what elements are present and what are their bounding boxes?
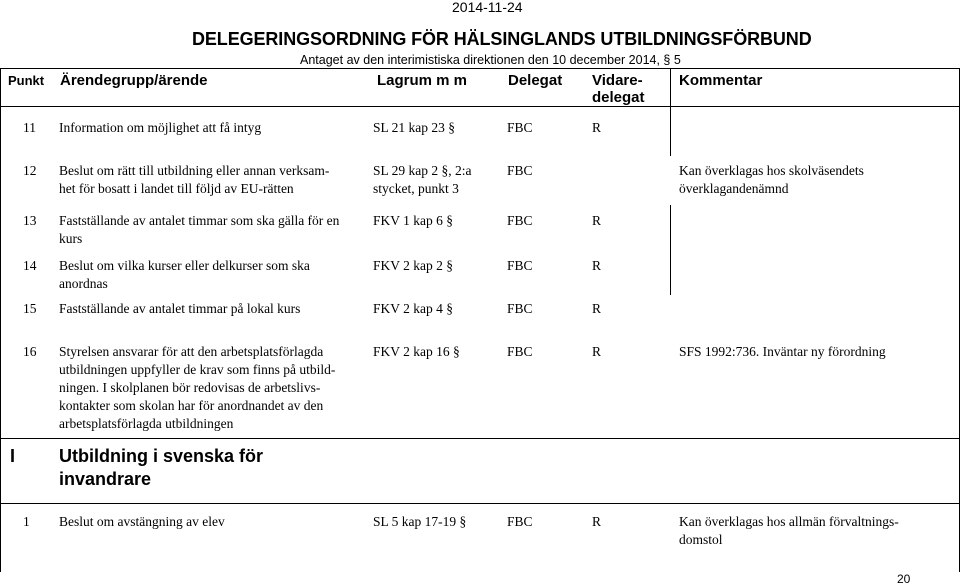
row-vidaredelegat: R bbox=[592, 344, 602, 359]
row-text: arbetsplatsförlagda utbildningen bbox=[59, 416, 234, 431]
comment-column-border-lower bbox=[670, 205, 671, 295]
row-lagrum: FKV 2 kap 16 § bbox=[373, 344, 460, 359]
row-text: Fastställande av antalet timmar som ska gälla för en bbox=[59, 213, 340, 228]
table-top-border bbox=[0, 68, 960, 69]
section-title: invandrare bbox=[59, 469, 152, 489]
row-comment: SFS 1992:736. Inväntar ny förordning bbox=[679, 344, 886, 359]
row-text: Fastställande av antalet timmar på lokal kurs bbox=[59, 301, 301, 316]
row-lagrum: SL 29 kap 2 §, 2:a bbox=[373, 163, 472, 178]
row-number: 16 bbox=[23, 344, 37, 359]
row-number: 15 bbox=[23, 301, 37, 316]
section-title: Utbildning i svenska för bbox=[59, 446, 264, 466]
row-delegat: FBC bbox=[507, 163, 533, 178]
document-date: 2014-11-24 bbox=[452, 0, 523, 15]
row-lagrum: FKV 2 kap 2 § bbox=[373, 258, 454, 273]
row-comment: överklagandenämnd bbox=[679, 181, 789, 196]
column-header-vidaredelegat-line2: delegat bbox=[592, 89, 645, 106]
row-text: anordnas bbox=[59, 276, 108, 291]
table-left-border bbox=[0, 68, 1, 572]
document-title: DELEGERINGSORDNING FÖR HÄLSINGLANDS UTBILDNINGSFÖRBUND bbox=[192, 29, 812, 49]
row-text: ningen. I skolplanen bör redovisas de arbetslivs- bbox=[59, 380, 321, 395]
column-header-kommentar: Kommentar bbox=[679, 72, 763, 89]
row-text: Beslut om rätt till utbildning eller annan verksam- bbox=[59, 163, 330, 178]
row-comment: Kan överklagas hos allmän förvaltnings- bbox=[679, 514, 899, 529]
row-number: 11 bbox=[23, 120, 36, 135]
row-text: Beslut om vilka kurser eller delkurser som ska bbox=[59, 258, 310, 273]
row-text: kurs bbox=[59, 231, 83, 246]
row-lagrum: FKV 1 kap 6 § bbox=[373, 213, 454, 228]
row-text: Information om möjlighet att få intyg bbox=[59, 120, 262, 135]
row-number: 14 bbox=[23, 258, 37, 273]
column-header-punkt: Punkt bbox=[8, 73, 45, 88]
column-header-arende: Ärendegrupp/ärende bbox=[60, 72, 208, 89]
row-vidaredelegat: R bbox=[592, 120, 602, 135]
section-row-top-border bbox=[0, 438, 960, 439]
section-row-bottom-border bbox=[0, 503, 960, 504]
row-delegat: FBC bbox=[507, 213, 533, 228]
row-vidaredelegat: R bbox=[592, 301, 602, 316]
row-number: 12 bbox=[23, 163, 37, 178]
row-delegat: FBC bbox=[507, 301, 533, 316]
row-text: utbildningen uppfyller de krav som finns på utbild- bbox=[59, 362, 336, 377]
row-delegat: FBC bbox=[507, 514, 533, 529]
row-text: Styrelsen ansvarar för att den arbetsplatsförlagda bbox=[59, 344, 324, 359]
comment-column-border bbox=[670, 68, 671, 156]
row-comment: Kan överklagas hos skolväsendets bbox=[679, 163, 864, 178]
section-number: I bbox=[10, 446, 16, 466]
row-vidaredelegat: R bbox=[592, 258, 602, 273]
row-vidaredelegat: R bbox=[592, 514, 602, 529]
row-vidaredelegat: R bbox=[592, 213, 602, 228]
header-bottom-border bbox=[0, 106, 960, 107]
row-text: Beslut om avstängning av elev bbox=[59, 514, 225, 529]
row-lagrum: stycket, punkt 3 bbox=[373, 181, 459, 196]
row-lagrum: SL 5 kap 17-19 § bbox=[373, 514, 467, 529]
row-text: het för bosatt i landet till följd av EU-rätten bbox=[59, 181, 294, 196]
row-lagrum: SL 21 kap 23 § bbox=[373, 120, 455, 135]
row-delegat: FBC bbox=[507, 344, 533, 359]
row-number: 13 bbox=[23, 213, 37, 228]
row-delegat: FBC bbox=[507, 120, 533, 135]
column-header-lagrum: Lagrum m m bbox=[377, 72, 468, 89]
page-number: 20 bbox=[897, 572, 911, 586]
column-header-delegat: Delegat bbox=[508, 72, 563, 89]
row-comment: domstol bbox=[679, 532, 723, 547]
row-lagrum: FKV 2 kap 4 § bbox=[373, 301, 454, 316]
row-text: kontakter som skolan har för anordnandet av den bbox=[59, 398, 324, 413]
column-header-vidaredelegat-line1: Vidare- bbox=[592, 72, 643, 89]
row-number: 1 bbox=[23, 514, 30, 529]
row-delegat: FBC bbox=[507, 258, 533, 273]
document-subtitle: Antaget av den interimistiska direktionen den 10 december 2014, § 5 bbox=[300, 53, 681, 67]
